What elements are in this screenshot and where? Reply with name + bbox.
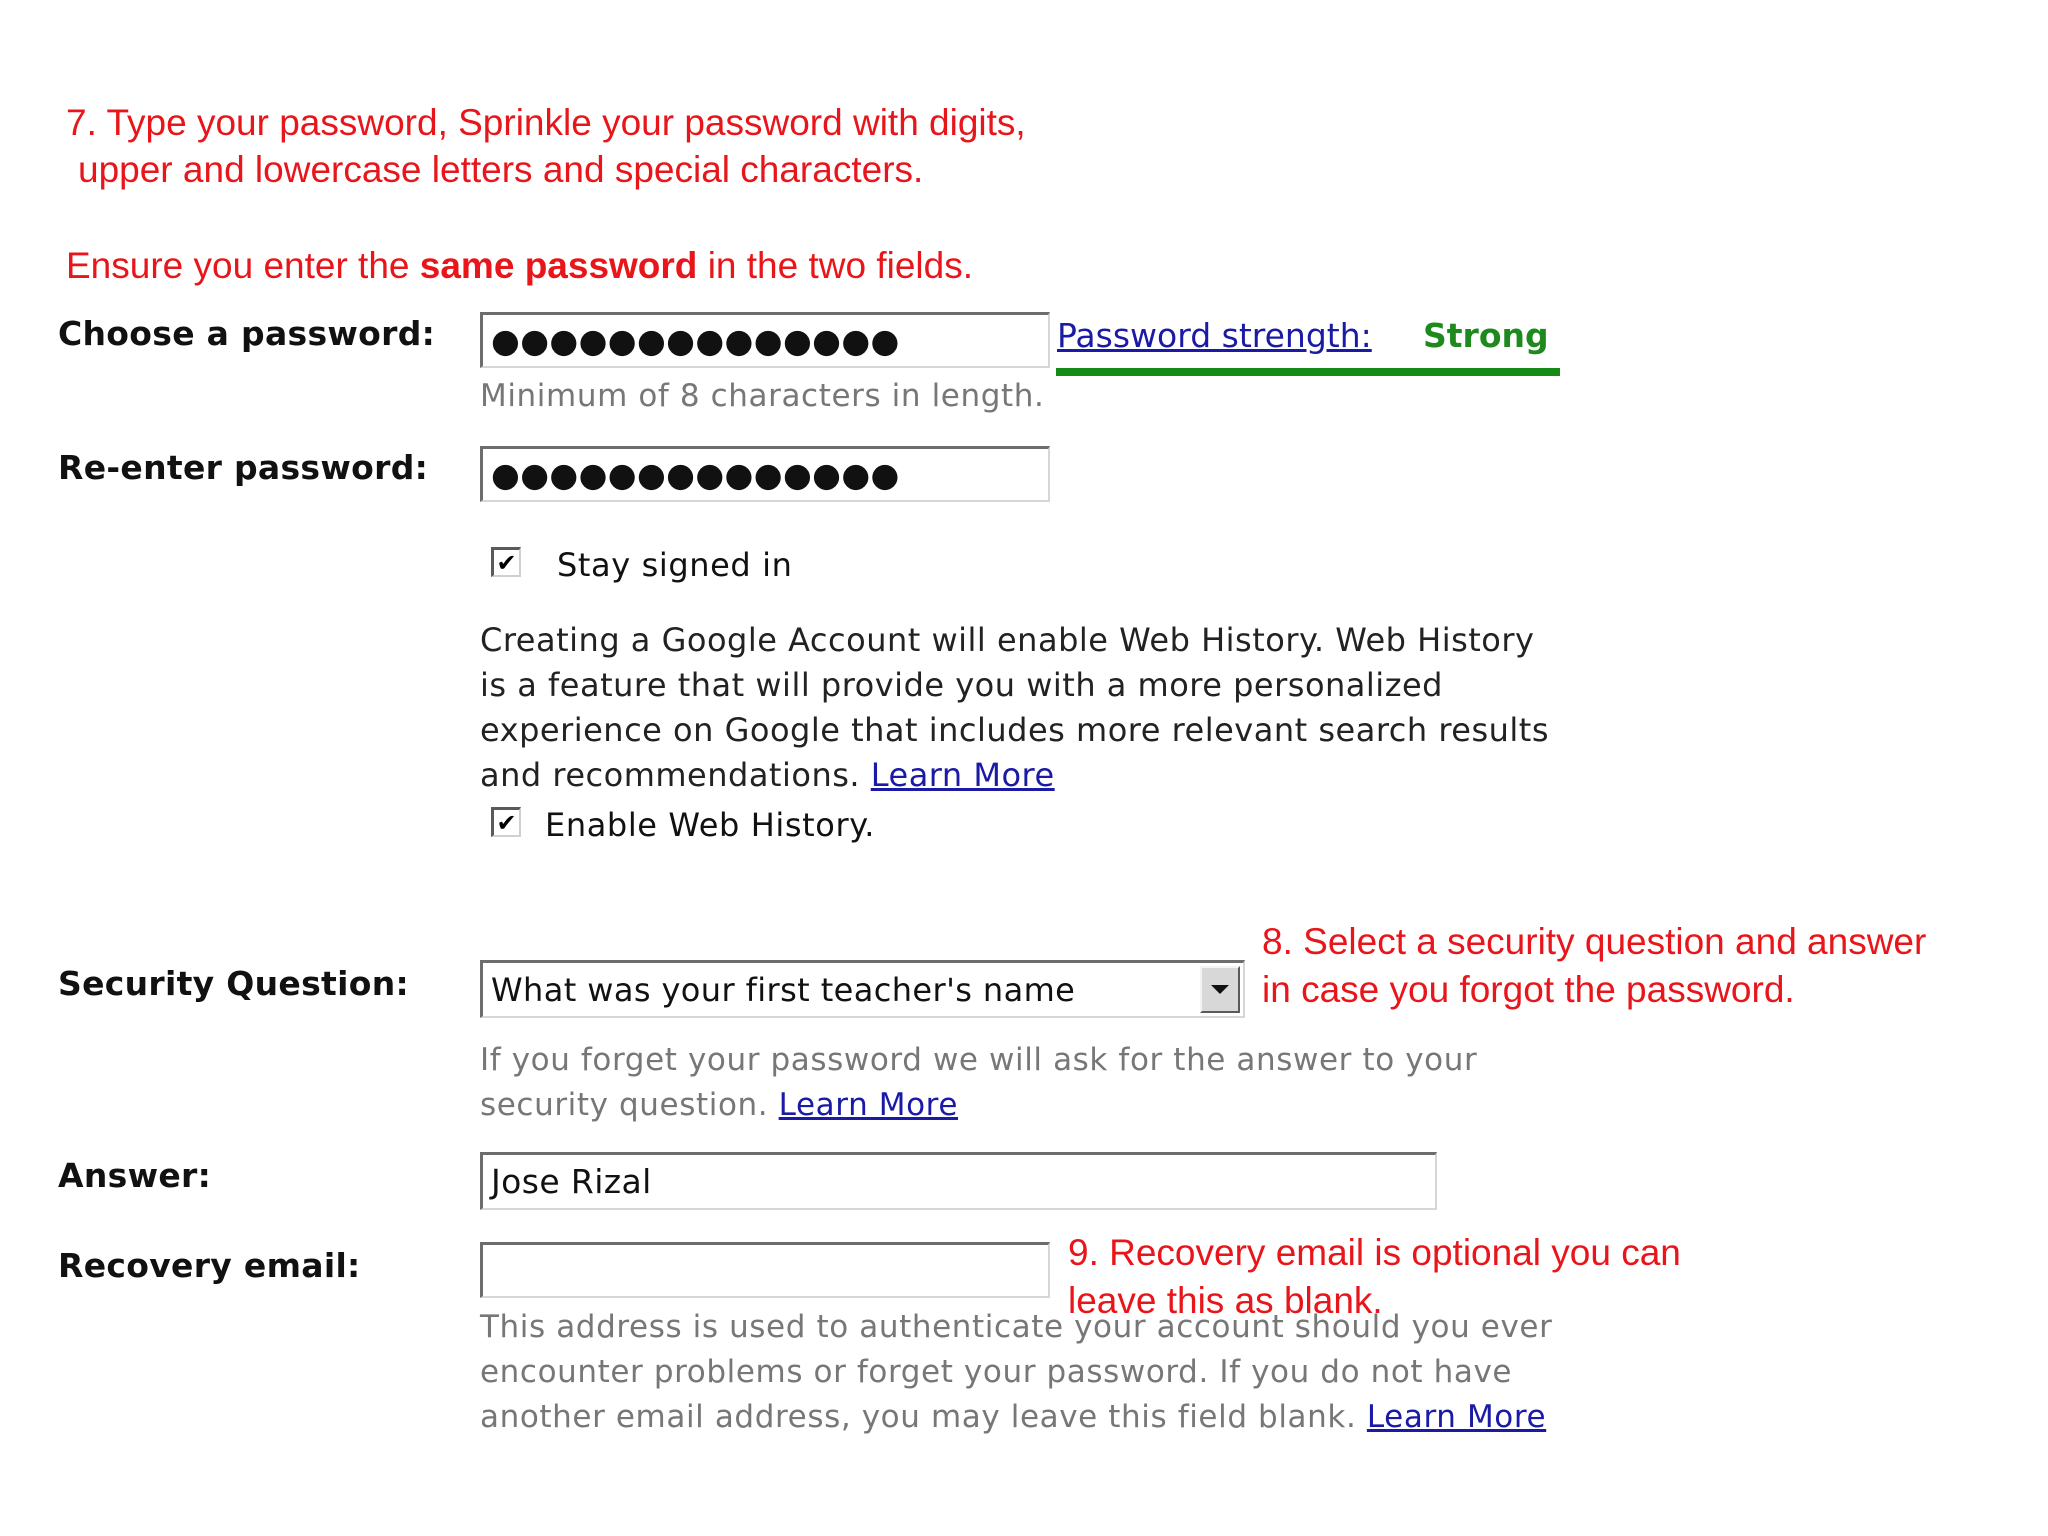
enable-web-history-label: Enable Web History.: [545, 806, 875, 844]
reenter-password-field[interactable]: [480, 446, 1050, 502]
hint-line: another email address, you may leave this field blank.: [480, 1399, 1367, 1435]
chevron-down-icon: [1211, 985, 1229, 994]
security-question-select[interactable]: [480, 960, 1245, 1018]
password-strength-bar: [1056, 368, 1560, 376]
password-field[interactable]: [480, 312, 1050, 368]
step9-annotation-line2: leave this as blank.: [1068, 1280, 1383, 1321]
hint-line: If you forget your password we will ask for the answer to your: [480, 1042, 1478, 1078]
answer-value: Jose Rizal: [491, 1162, 652, 1201]
web-history-line: is a feature that will provide you with a more personalized: [480, 666, 1443, 704]
answer-field[interactable]: [480, 1152, 1437, 1210]
web-history-line: and recommendations.: [480, 756, 871, 794]
step8-annotation-line2: in case you forgot the password.: [1262, 969, 1795, 1010]
step8-annotation-line1: 8. Select a security question and answer: [1262, 921, 1927, 962]
hint-line: encounter problems or forget your password. If you do not have: [480, 1354, 1513, 1390]
password-strength-link[interactable]: Password strength:: [1057, 316, 1372, 355]
security-learn-more-link[interactable]: Learn More: [778, 1087, 959, 1123]
recovery-email-field[interactable]: [480, 1242, 1050, 1298]
security-question-hint: [480, 1038, 1477, 1128]
security-question-selected: What was your first teacher's name: [491, 970, 1076, 1009]
security-question-label: Security Question:: [58, 964, 409, 1003]
hint-line: This address is used to authenticate your account should you ever: [480, 1309, 1553, 1345]
stay-signed-in-label: Stay signed in: [557, 546, 793, 584]
password-value: ●●●●●●●●●●●●●●: [491, 321, 900, 360]
web-history-line: experience on Google that includes more relevant search results: [480, 711, 1550, 749]
web-history-line: Creating a Google Account will enable Web History. Web History: [480, 621, 1535, 659]
web-history-description: [480, 618, 1600, 798]
web-history-learn-more-link[interactable]: Learn More: [870, 756, 1055, 794]
annotation-text: Ensure you enter the: [66, 245, 420, 286]
step7-annotation-line1: 7. Type your password, Sprinkle your password with digits,: [66, 102, 1026, 143]
password-strength-value: Strong: [1423, 316, 1549, 355]
annotation-emphasis: same password: [419, 245, 698, 286]
enable-web-history-checkbox[interactable]: [491, 807, 521, 837]
dropdown-button[interactable]: [1200, 966, 1240, 1013]
step9-annotation-line1: 9. Recovery email is optional you can: [1068, 1232, 1681, 1273]
recovery-email-label: Recovery email:: [58, 1246, 361, 1285]
stay-signed-in-checkbox[interactable]: [491, 547, 521, 577]
step7-annotation-line2: upper and lowercase letters and special characters.: [78, 149, 924, 190]
checkmark-icon: ✔: [496, 548, 517, 577]
answer-label: Answer:: [58, 1156, 212, 1195]
choose-password-label: Choose a password:: [58, 314, 436, 353]
reenter-password-label: Re-enter password:: [58, 448, 429, 487]
recovery-learn-more-link[interactable]: Learn More: [1366, 1399, 1547, 1435]
recovery-email-hint: [480, 1305, 1552, 1440]
checkmark-icon: ✔: [496, 808, 517, 837]
hint-line: security question.: [480, 1087, 779, 1123]
reenter-password-value: ●●●●●●●●●●●●●●: [491, 455, 900, 494]
annotation-text: in the two fields.: [697, 245, 974, 286]
password-hint: Minimum of 8 characters in length.: [480, 378, 1045, 414]
same-password-annotation: [66, 242, 973, 290]
